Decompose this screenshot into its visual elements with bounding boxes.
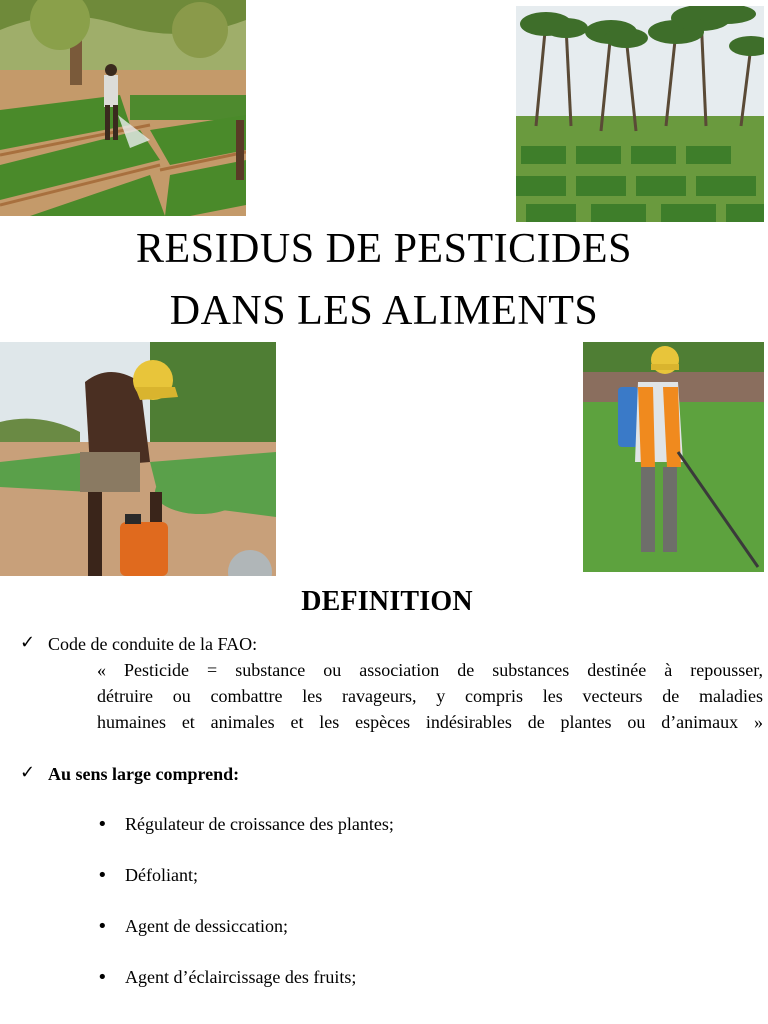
- worker-crouching-photo: [0, 342, 276, 576]
- list-item: Défoliant;: [125, 865, 198, 885]
- palm-field-photo: [516, 6, 764, 222]
- list-item: Agent de dessiccation;: [125, 916, 288, 936]
- page-title-line-1: RESIDUS DE PESTICIDES: [136, 226, 632, 272]
- list-item: Agent d’éclaircissage des fruits;: [125, 967, 357, 987]
- bullet-icon: •: [97, 916, 108, 937]
- quote-line: humaines et animales et les espèces indésirables de plantes ou d’animaux »: [97, 712, 763, 732]
- checkmark-icon: ✓: [20, 762, 36, 783]
- quote-line: détruire ou combattre les ravageurs, y compris les vecteurs de maladies: [97, 686, 763, 706]
- section-heading: DEFINITION: [301, 586, 473, 617]
- checkmark-icon: ✓: [20, 632, 36, 653]
- quote-line: « Pesticide = substance ou association de substances destinée à repousser,: [97, 660, 763, 680]
- bullet-icon: •: [97, 814, 108, 835]
- garden-spraying-photo: [0, 0, 246, 216]
- bullet-icon: •: [97, 865, 108, 886]
- item-label-broad-sense: Au sens large comprend:: [48, 764, 240, 784]
- worker-backpack-sprayer-photo: [583, 342, 764, 572]
- page-title-line-2: DANS LES ALIMENTS: [169, 288, 599, 334]
- bullet-icon: •: [97, 967, 108, 988]
- item-label-fao: Code de conduite de la FAO:: [48, 634, 258, 654]
- list-item: Régulateur de croissance des plantes;: [125, 814, 394, 834]
